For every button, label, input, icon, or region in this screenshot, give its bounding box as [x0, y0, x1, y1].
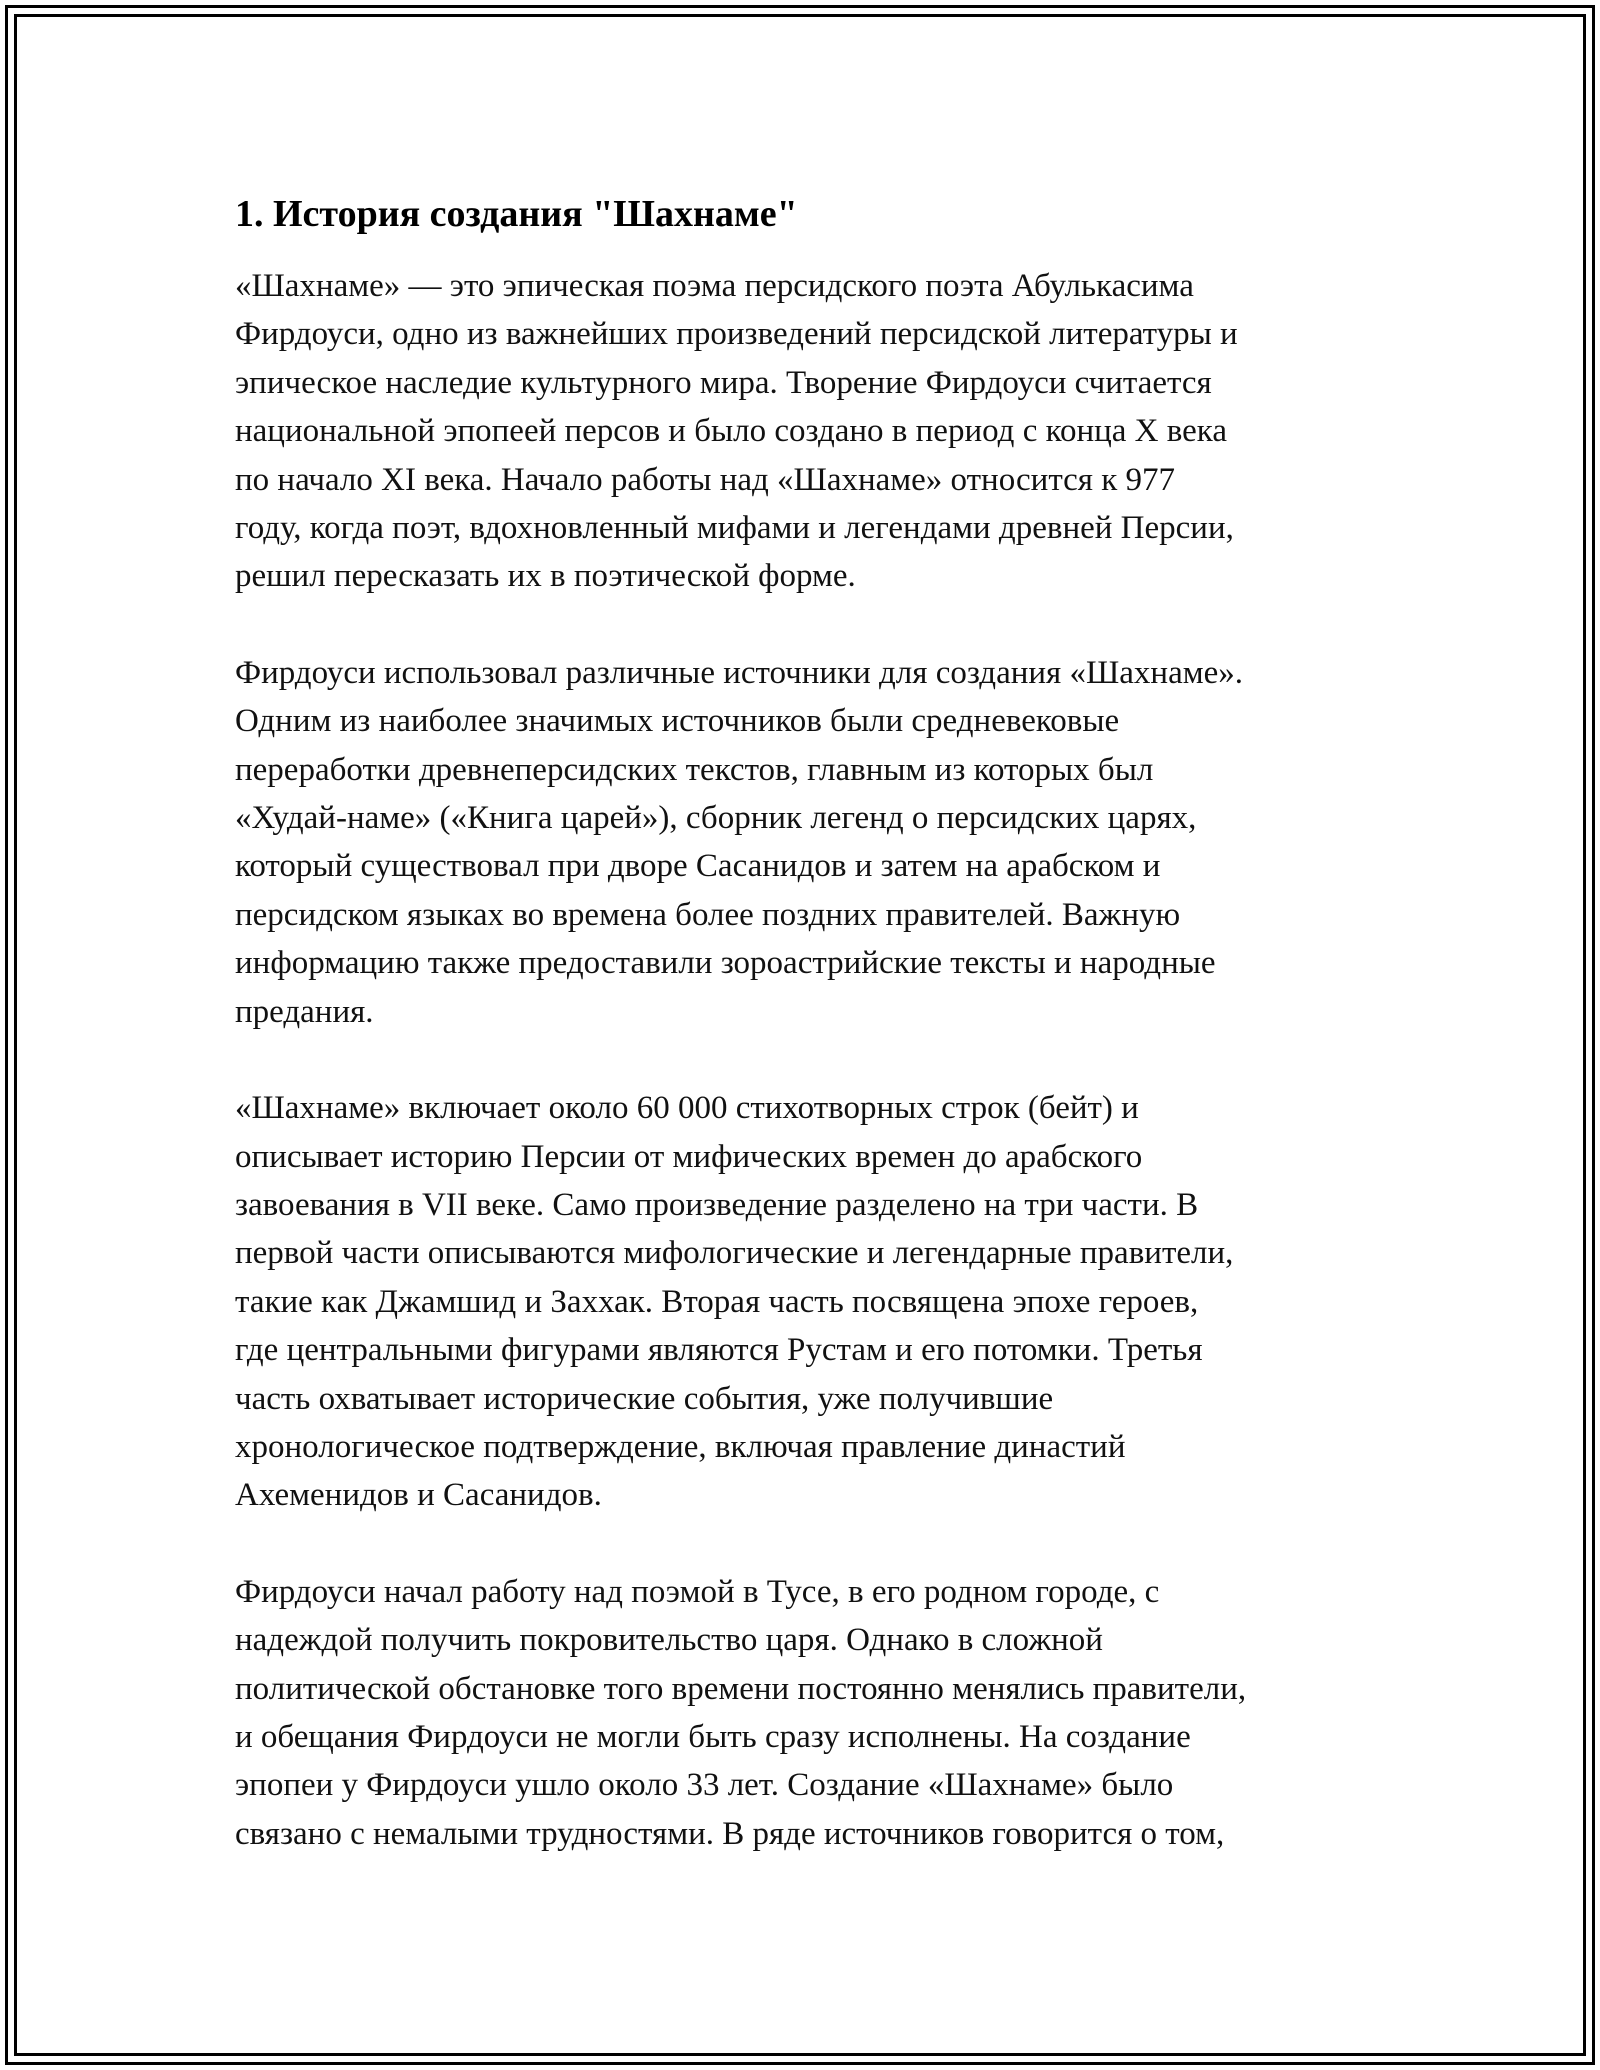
paragraph-2: [235, 649, 1385, 1036]
text-line: переработки древнеперсидских текстов, главным из которых был: [235, 751, 1154, 788]
text-line: такие как Джамшид и Заххак. Вторая часть посвящена эпохе героев,: [235, 1283, 1199, 1320]
text-line: Фирдоуси, одно из важнейших произведений персидской литературы и: [235, 316, 1238, 353]
text-line: эпопеи у Фирдоуси ушло около 33 лет. Создание «Шахнаме» было: [235, 1767, 1174, 1804]
text-line: Фирдоуси использовал различные источники для создания «Шахнаме».: [235, 654, 1243, 691]
text-line: который существовал при дворе Сасанидов и затем на арабском и: [235, 848, 1161, 885]
text-line: и обещания Фирдоуси не могли быть сразу исполнены. На создание: [235, 1718, 1191, 1755]
text-line: информацию также предоставили зороастрийские тексты и народные: [235, 945, 1216, 982]
text-line: где центральными фигурами являются Рустам и его потомки. Третья: [235, 1332, 1203, 1369]
text-line: «Шахнаме» включает около 60 000 стихотворных строк (бейт) и: [235, 1090, 1139, 1127]
text-line: национальной эпопеей персов и было создано в период с конца X века: [235, 413, 1227, 450]
text-line: политической обстановке того времени постоянно менялись правители,: [235, 1670, 1247, 1707]
text-line: Ахеменидов и Сасанидов.: [235, 1477, 602, 1514]
text-line: первой части описываются мифологические и легендарные правители,: [235, 1235, 1234, 1272]
text-line: Фирдоуси начал работу над поэмой в Тусе, в его родном городе, с: [235, 1573, 1160, 1610]
text-line: «Шахнаме» — это эпическая поэма персидского поэта Абулькасима: [235, 268, 1194, 304]
paragraph-3: [235, 1084, 1385, 1520]
text-line: связано с немалыми трудностями. В ряде источников говорится о том,: [235, 1815, 1225, 1852]
text-line: описывает историю Персии от мифических времен до арабского: [235, 1138, 1143, 1175]
text-line: хронологическое подтверждение, включая правление династий: [235, 1428, 1126, 1465]
text-line: по начало XI века. Начало работы над «Шахнаме» относится к 977: [235, 461, 1176, 498]
text-line: эпическое наследие культурного мира. Творение Фирдоуси считается: [235, 364, 1212, 401]
text-line: часть охватывает исторические события, уже получившие: [235, 1380, 1054, 1417]
paragraph-1: [235, 262, 1385, 601]
text-line: завоевания в VII веке. Само произведение разделено на три части. В: [235, 1186, 1199, 1223]
text-line: решил пересказать их в поэтической форме.: [235, 558, 856, 595]
text-line: году, когда поэт, вдохновленный мифами и легендами древней Персии,: [235, 510, 1234, 547]
document-body: [235, 188, 1385, 1906]
text-line: предания.: [235, 993, 374, 1030]
text-line: «Худай-наме» («Книга царей»), сборник легенд о персидских царях,: [235, 800, 1197, 837]
text-line: надеждой получить покровительство царя. Однако в сложной: [235, 1622, 1103, 1659]
text-line: персидском языках во времена более поздних правителей. Важную: [235, 896, 1181, 933]
text-line: Одним из наиболее значимых источников были средневековые: [235, 703, 1120, 740]
paragraph-4: [235, 1568, 1385, 1858]
section-heading: 1. История создания "Шахнаме": [235, 193, 798, 235]
